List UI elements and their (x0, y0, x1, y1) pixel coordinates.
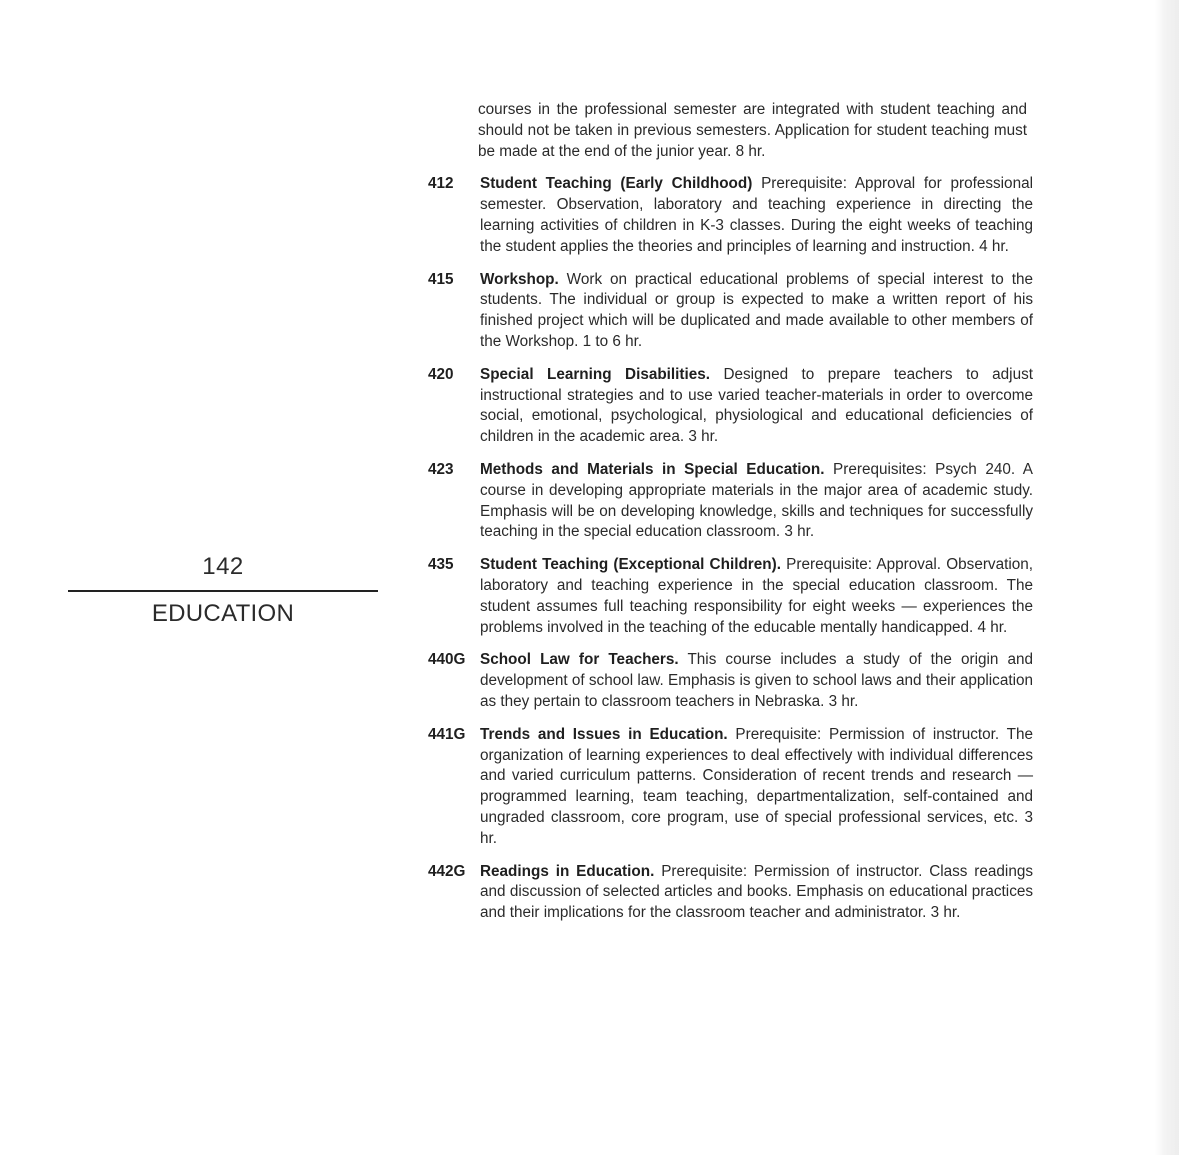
course-number: 423 (428, 460, 454, 478)
course-description (480, 460, 1033, 543)
course-number: 412 (428, 175, 454, 193)
course-description (480, 725, 1033, 850)
course-text: Prerequisite: Approval. Observation, laboratory and teaching experience in the special education classroom. The student assumes full teaching responsibility for eight weeks — experiences the problems involved in the teaching of the educable mentally handicapped. 4 hr. (480, 556, 1033, 636)
course-entry (428, 460, 1033, 543)
course-entry (428, 174, 1033, 257)
course-number: 441G (428, 725, 466, 743)
course-title: Workshop. (480, 270, 559, 288)
course-number: 442G (428, 862, 466, 880)
course-text: Prerequisite: Permission of instructor. Class readings and discussion of selected articles and books. Emphasis on educational practices and their implications for the classroom teacher and administrator. 3 hr. (480, 862, 1033, 922)
section-rule (68, 590, 378, 592)
course-description (480, 650, 1033, 712)
section-title: EDUCATION (151, 600, 295, 627)
course-entry (428, 365, 1033, 448)
course-text: Prerequisite: Approval for professional semester. Observation, laboratory and teaching experience in directing the learning activities of children in K-3 classes. During the eight weeks of teaching the student applies the theories and principles of learning and instruction. 4 hr. (480, 175, 1033, 255)
course-entry (428, 555, 1033, 638)
course-text: Prerequisite: Permission of instructor. The organization of learning experiences to deal effectively with individual differences and varied curriculum patterns. Consideration of recent trends and research — programmed learning, team teaching, departmentalization, self-contained and ungraded classroom, core program, use of special professional services, etc. 3 hr. (480, 725, 1033, 847)
page-number: 142 (202, 553, 244, 580)
course-entry (428, 725, 1033, 850)
course-number: 420 (428, 365, 454, 383)
course-title: Student Teaching (Early Childhood) (480, 175, 753, 193)
course-description (480, 270, 1033, 353)
course-text: Designed to prepare teachers to adjust instructional strategies and to use varied teacher-materials in order to overcome social, emotional, psychological, physiological and educational deficiencies of children in the academic area. 3 hr. (480, 365, 1033, 446)
margin-header (68, 553, 378, 628)
intro-paragraph: courses in the professional semester are integrated with student teaching and should not be taken in previous semesters. Application for student teaching must be made at the end of the junior year. 8 hr. (478, 101, 1027, 160)
course-text: Prerequisites: Psych 240. A course in developing appropriate materials in the major area of academic study. Emphasis will be on developing knowledge, skills and techniques for successfully teaching in the special education classroom. 3 hr. (480, 460, 1034, 541)
course-description (480, 862, 1033, 924)
course-entry (428, 270, 1033, 353)
course-number: 435 (428, 556, 454, 574)
course-description (480, 365, 1033, 448)
course-title: Trends and Issues in Education. (480, 725, 728, 743)
course-description (480, 555, 1033, 638)
course-title: Special Learning Disabilities. (480, 365, 711, 383)
course-entry (428, 650, 1033, 712)
course-title: School Law for Teachers. (480, 651, 679, 669)
course-list (428, 100, 1033, 924)
course-entry (428, 862, 1033, 924)
course-text: Work on practical educational problems of special interest to the students. The individual or group is expected to make a written report of his finished project which will be duplicated and made available to other members of the Workshop. 1 to 6 hr. (480, 270, 1033, 350)
course-title: Readings in Education. (480, 862, 655, 880)
course-title: Methods and Materials in Special Education. (480, 460, 825, 478)
course-number: 415 (428, 270, 454, 288)
course-number: 440G (428, 651, 466, 669)
scan-edge (1155, 0, 1179, 1155)
course-description (480, 174, 1033, 257)
course-title: Student Teaching (Exceptional Children). (480, 556, 781, 574)
course-text: This course includes a study of the origin and development of school law. Emphasis is given to school laws and their application as they pertain to classroom teachers in Nebraska. 3 hr. (480, 651, 1033, 710)
